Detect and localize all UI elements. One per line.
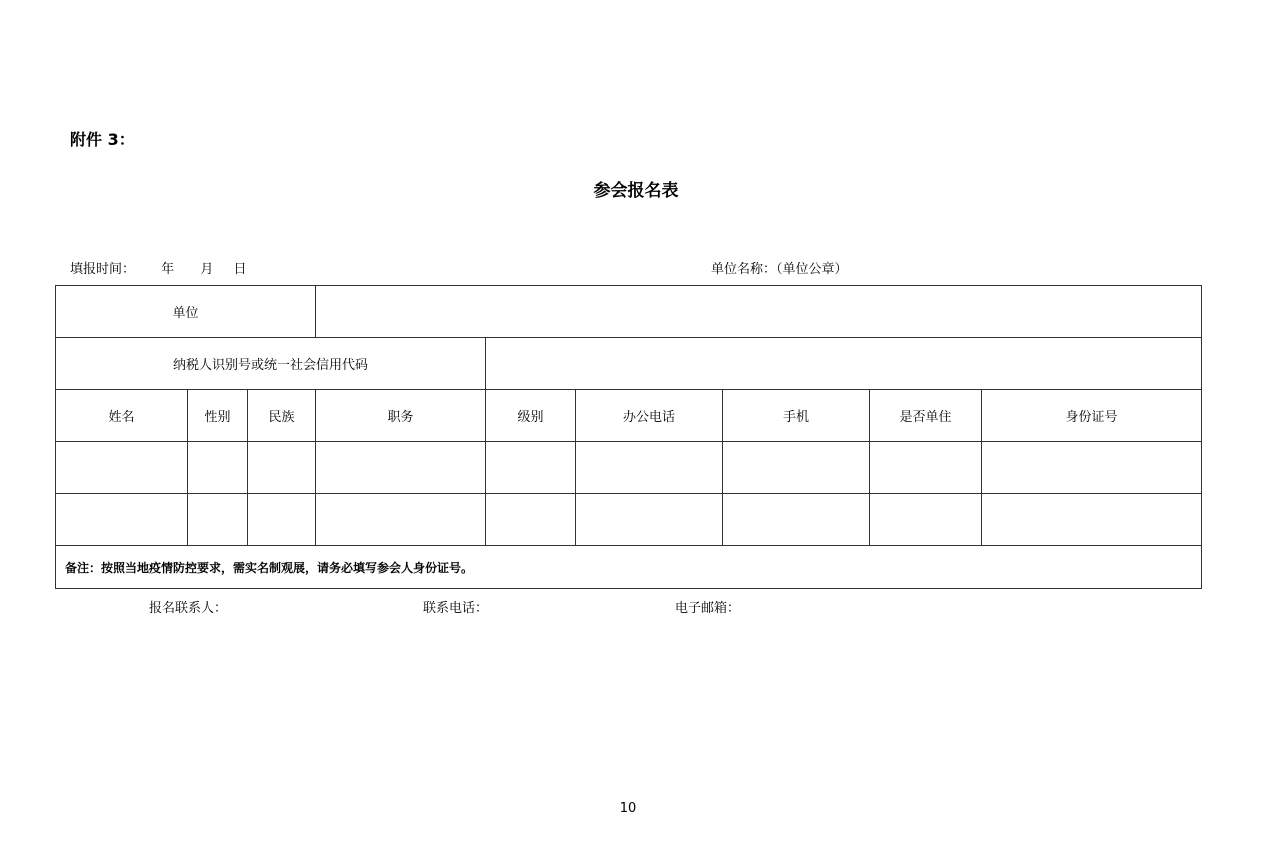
table-cell[interactable] [723,442,870,494]
header-gender: 性别 [188,390,248,442]
fill-date [70,258,246,277]
table-cell[interactable] [248,442,316,494]
contact-phone-label: 联系电话： [423,601,489,616]
table-cell[interactable] [982,494,1202,546]
table-cell[interactable] [56,494,188,546]
attachment-label: 附件 3： [70,130,135,149]
header-single-room: 是否单住 [870,390,982,442]
table-cell[interactable] [316,494,486,546]
table-cell[interactable] [188,494,248,546]
fill-date-year: 年 [161,262,175,277]
header-id-number: 身份证号 [982,390,1202,442]
registration-table [55,285,1202,589]
table-cell[interactable] [982,442,1202,494]
table-row [56,494,1202,546]
page-number: 10 [619,801,637,816]
contact-person-label: 报名联系人： [149,601,228,616]
email-label: 电子邮箱： [675,601,741,616]
note-text: 备注：按照当地疫情防控要求，需实名制观展，请务必填写参会人身份证号。 [56,546,1202,589]
header-ethnicity: 民族 [248,390,316,442]
table-cell[interactable] [576,494,723,546]
table-cell[interactable] [576,442,723,494]
table-cell[interactable] [248,494,316,546]
tax-id-value-cell[interactable] [486,338,1202,390]
header-office-phone: 办公电话 [576,390,723,442]
table-cell[interactable] [723,494,870,546]
header-name: 姓名 [56,390,188,442]
header-mobile: 手机 [723,390,870,442]
table-cell[interactable] [486,442,576,494]
table-row [56,442,1202,494]
tax-id-row [56,338,1202,390]
header-position: 职务 [316,390,486,442]
form-title: 参会报名表 [593,181,679,201]
unit-name-label: 单位名称：（单位公章） [711,262,848,277]
table-cell[interactable] [870,442,982,494]
note-row [56,546,1202,589]
tax-id-label: 纳税人识别号或统一社会信用代码 [56,338,486,390]
fill-date-label: 填报时间： [70,262,136,277]
header-row [56,390,1202,442]
fill-date-month: 月 [200,262,214,277]
table-cell[interactable] [870,494,982,546]
unit-row [56,286,1202,338]
unit-value-cell[interactable] [316,286,1202,338]
table-cell[interactable] [486,494,576,546]
table-cell[interactable] [56,442,188,494]
table-cell[interactable] [316,442,486,494]
header-level: 级别 [486,390,576,442]
fill-date-day: 日 [233,262,247,277]
table-cell[interactable] [188,442,248,494]
unit-label: 单位 [56,286,316,338]
